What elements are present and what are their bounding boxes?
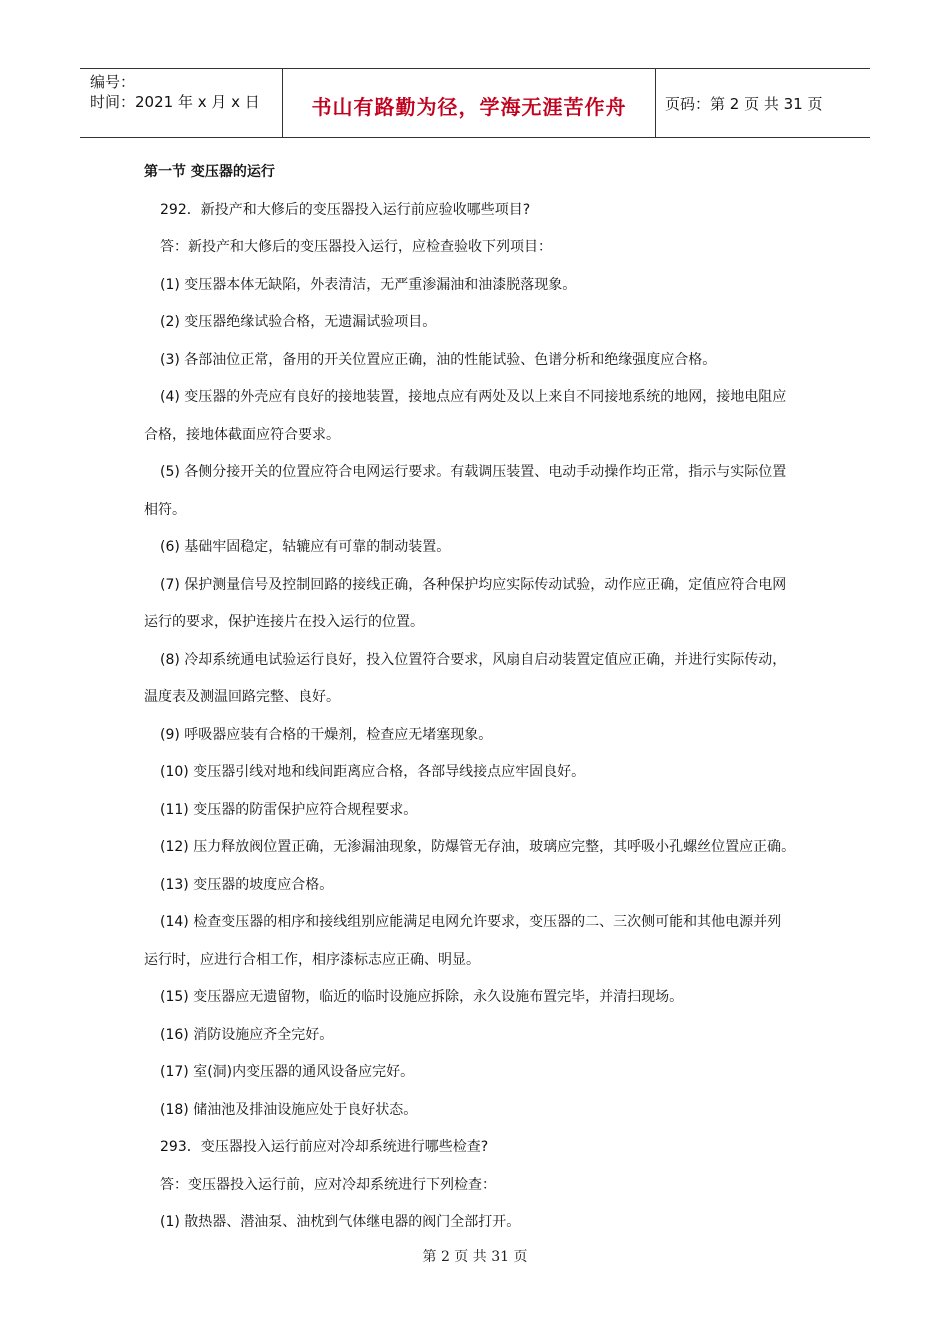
list-item: (1) 散热器、潜油泵、油枕到气体继电器的阀门全部打开。 — [160, 1214, 521, 1230]
header-page-info: 页码：第 2 页 共 31 页 — [665, 95, 823, 113]
list-item: (13) 变压器的坡度应合格。 — [160, 876, 334, 893]
list-item: (5) 各侧分接开关的位置应符合电网运行要求。有载调压装置、电动手动操作均正常，指示与实际位置 — [160, 464, 787, 480]
list-item: (1) 变压器本体无缺陷，外表清洁，无严重渗漏油和油漆脱落现象。 — [160, 276, 577, 293]
list-item: (10) 变压器引线对地和线间距离应合格，各部导线接点应牢固良好。 — [160, 764, 586, 780]
list-item: (2) 变压器绝缘试验合格，无遗漏试验项目。 — [160, 314, 437, 330]
list-item: (15) 变压器应无遗留物，临近的临时设施应拆除，永久设施布置完毕，并清扫现场。 — [160, 989, 684, 1005]
header-left-cell — [80, 69, 282, 137]
list-item: (3) 各部油位正常，备用的开关位置应正确，油的性能试验、色谱分析和绝缘强度应合格。 — [160, 351, 717, 368]
list-item: (12) 压力释放阀位置正确，无渗漏油现象，防爆管无存油，玻璃应完整，其呼吸小孔螺丝位置应正确。 — [160, 839, 796, 855]
document-date: 时间：2021 年 x 月 x 日 — [90, 93, 260, 111]
list-item: (6) 基础牢固稳定，轱辘应有可靠的制动装置。 — [160, 539, 451, 555]
list-item: (17) 室(洞)内变压器的通风设备应完好。 — [160, 1064, 415, 1080]
list-item-continuation: 相符。 — [144, 501, 186, 518]
document-number-label: 编号： — [90, 73, 136, 91]
header-motto: 书山有路勤为径，学海无涯苦作舟 — [311, 95, 627, 119]
document-body — [144, 154, 814, 1242]
list-item-continuation: 合格，接地体截面应符合要求。 — [144, 426, 340, 443]
answer-292-intro: 答：新投产和大修后的变压器投入运行，应检查验收下列项目： — [160, 239, 552, 255]
list-item: (11) 变压器的防雷保护应符合规程要求。 — [160, 801, 418, 818]
header-motto-cell — [282, 69, 656, 137]
list-item-continuation: 运行的要求，保护连接片在投入运行的位置。 — [144, 614, 424, 630]
list-item: (16) 消防设施应齐全完好。 — [160, 1026, 334, 1043]
section-title: 第一节 变压器的运行 — [144, 164, 275, 180]
header-page-cell — [655, 69, 870, 137]
list-item-continuation: 温度表及测温回路完整、良好。 — [144, 689, 340, 705]
list-item: (8) 冷却系统通电试验运行良好，投入位置符合要求，风扇自启动装置定值应正确，并进行实际传动， — [160, 651, 787, 668]
list-item: (14) 检查变压器的相序和接线组别应能满足电网允许要求，变压器的二、三次侧可能和其他电源并列 — [160, 914, 782, 930]
list-item: (7) 保护测量信号及控制回路的接线正确，各种保护均应实际传动试验，动作应正确，定值应符合电网 — [160, 576, 787, 593]
list-item: (4) 变压器的外壳应有良好的接地装置，接地点应有两处及以上来自不同接地系统的地网，接地电阻应 — [160, 389, 787, 405]
list-item: (9) 呼吸器应装有合格的干燥剂，检查应无堵塞现象。 — [160, 726, 493, 743]
answer-293-intro: 答：变压器投入运行前，应对冷却系统进行下列检查： — [160, 1176, 496, 1193]
question-292: 292．新投产和大修后的变压器投入运行前应验收哪些项目? — [160, 201, 531, 218]
list-item: (18) 储油池及排油设施应处于良好状态。 — [160, 1101, 418, 1118]
header-table — [80, 68, 870, 138]
question-293: 293．变压器投入运行前应对冷却系统进行哪些检查? — [160, 1139, 489, 1155]
list-item-continuation: 运行时，应进行合相工作，相序漆标志应正确、明显。 — [144, 951, 480, 968]
page-footer: 第 2 页 共 31 页 — [422, 1249, 528, 1265]
